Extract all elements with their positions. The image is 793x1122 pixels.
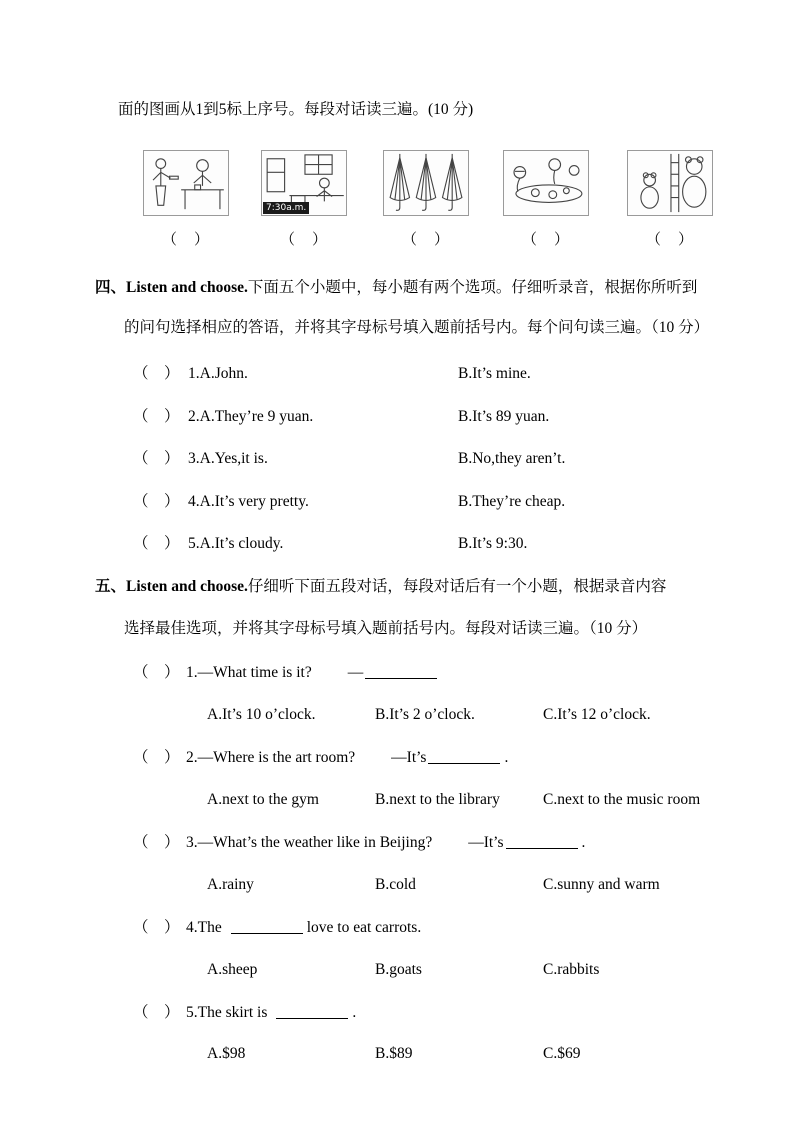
answer-bracket: （ ） xyxy=(133,664,180,681)
option-b: B.$89 xyxy=(375,1045,413,1062)
answer-part: —It’s . xyxy=(391,749,509,766)
answer-blank xyxy=(506,834,578,850)
section5-title: Listen and choose. xyxy=(126,578,248,595)
section4-desc1: 下面五个小题中，每小题有两个选项。仔细听录音，根据你所听到 xyxy=(247,279,698,296)
answer-bracket: （ ） xyxy=(133,535,180,552)
option-a: 4.A.It’s very pretty. xyxy=(188,493,309,510)
picture-3 xyxy=(383,150,469,249)
answer-bracket: （ ） xyxy=(133,408,180,425)
answer-bracket: （ ） xyxy=(133,450,180,467)
option-c: C.next to the music room xyxy=(543,791,701,808)
picture-5 xyxy=(627,150,713,249)
section4-title: Listen and choose. xyxy=(126,279,248,296)
question-text: 3.—What’s the weather like in Beijing? —It’s . xyxy=(186,834,586,851)
option-a: 2.A.They’re 9 yuan. xyxy=(188,408,314,425)
bear-and-cub-icon xyxy=(628,151,712,215)
option-a: 1.A.John. xyxy=(188,365,248,382)
option-b: B.goats xyxy=(375,961,422,978)
answer-bracket: （ ） xyxy=(133,493,180,510)
option-a: A.sheep xyxy=(207,961,258,978)
picture-1 xyxy=(143,150,229,249)
option-b: B.It’s 9:30. xyxy=(458,535,528,552)
answer-blank xyxy=(365,664,437,680)
section4-heading xyxy=(95,278,697,298)
option-a: 5.A.It’s cloudy. xyxy=(188,535,284,552)
option-c: C.sunny and warm xyxy=(543,876,660,893)
option-c: C.$69 xyxy=(543,1045,581,1062)
answer-bracket: （ ） xyxy=(133,834,180,851)
option-a: A.next to the gym xyxy=(207,791,319,808)
option-a: 3.A.Yes,it is. xyxy=(188,450,268,467)
section5-desc2: 选择最佳选项，并将其字母标号填入题前括号内。每段对话读三遍。（10 分） xyxy=(124,620,648,637)
answer-bracket: （ ） xyxy=(401,232,450,248)
option-b: B.It’s mine. xyxy=(458,365,531,382)
option-b: B.It’s 89 yuan. xyxy=(458,408,550,425)
intro-text: 面的图画从1到5标上序号。每段对话读三遍。(10 分) xyxy=(118,101,474,118)
answer-blank xyxy=(276,1004,348,1020)
option-b: B.No,they aren’t. xyxy=(458,450,566,467)
answer-bracket: （ ） xyxy=(279,232,328,248)
umbrellas-icon xyxy=(384,151,468,215)
picture-5-frame xyxy=(627,150,713,216)
option-b: B.next to the library xyxy=(375,791,500,808)
question-text: 2.—Where is the art room? —It’s . xyxy=(186,749,509,766)
answer-part: — xyxy=(348,664,442,681)
option-a: A.rainy xyxy=(207,876,254,893)
picture-2 xyxy=(261,150,347,249)
answer-bracket: （ ） xyxy=(133,365,180,382)
clock-time-label: 7:30a.m. xyxy=(263,202,309,214)
answer-blank xyxy=(231,919,303,935)
answer-bracket: （ ） xyxy=(133,919,180,936)
picture-4-frame xyxy=(503,150,589,216)
option-b: B.It’s 2 o’clock. xyxy=(375,706,475,723)
answer-part: love to eat carrots. xyxy=(229,919,421,936)
option-c: C.rabbits xyxy=(543,961,600,978)
option-b: B.They’re cheap. xyxy=(458,493,566,510)
section5-number: 五、 xyxy=(95,578,127,595)
picture-2-frame xyxy=(261,150,347,216)
question-text: 1.—What time is it? — xyxy=(186,663,441,683)
picture-3-frame xyxy=(383,150,469,216)
question-text: 4.The love to eat carrots. xyxy=(186,919,422,936)
option-a: A.$98 xyxy=(207,1045,246,1062)
answer-part: . xyxy=(274,1004,356,1021)
section4-desc2: 的问句选择相应的答语，并将其字母标号填入题前括号内。每个问句读三遍。（10 分） xyxy=(124,319,710,336)
answer-bracket: （ ） xyxy=(645,232,694,248)
picture-1-frame xyxy=(143,150,229,216)
section4-number: 四、 xyxy=(95,279,127,296)
answer-bracket: （ ） xyxy=(521,232,570,248)
option-c: C.It’s 12 o’clock. xyxy=(543,706,651,723)
family-eating-icon xyxy=(504,151,588,215)
option-a: A.It’s 10 o’clock. xyxy=(207,706,316,723)
section5-heading xyxy=(95,577,666,597)
option-b: B.cold xyxy=(375,876,416,893)
section5-desc1: 仔细听下面五段对话，每段对话后有一个小题，根据录音内容 xyxy=(247,578,667,595)
answer-part: —It’s . xyxy=(468,834,586,851)
picture-4 xyxy=(503,150,589,249)
answer-blank xyxy=(428,749,500,765)
woman-serving-man-icon xyxy=(144,151,228,215)
question-text: 5.The skirt is . xyxy=(186,1004,357,1021)
answer-bracket: （ ） xyxy=(133,749,180,766)
answer-bracket: （ ） xyxy=(133,1004,180,1021)
answer-bracket: （ ） xyxy=(161,232,210,248)
